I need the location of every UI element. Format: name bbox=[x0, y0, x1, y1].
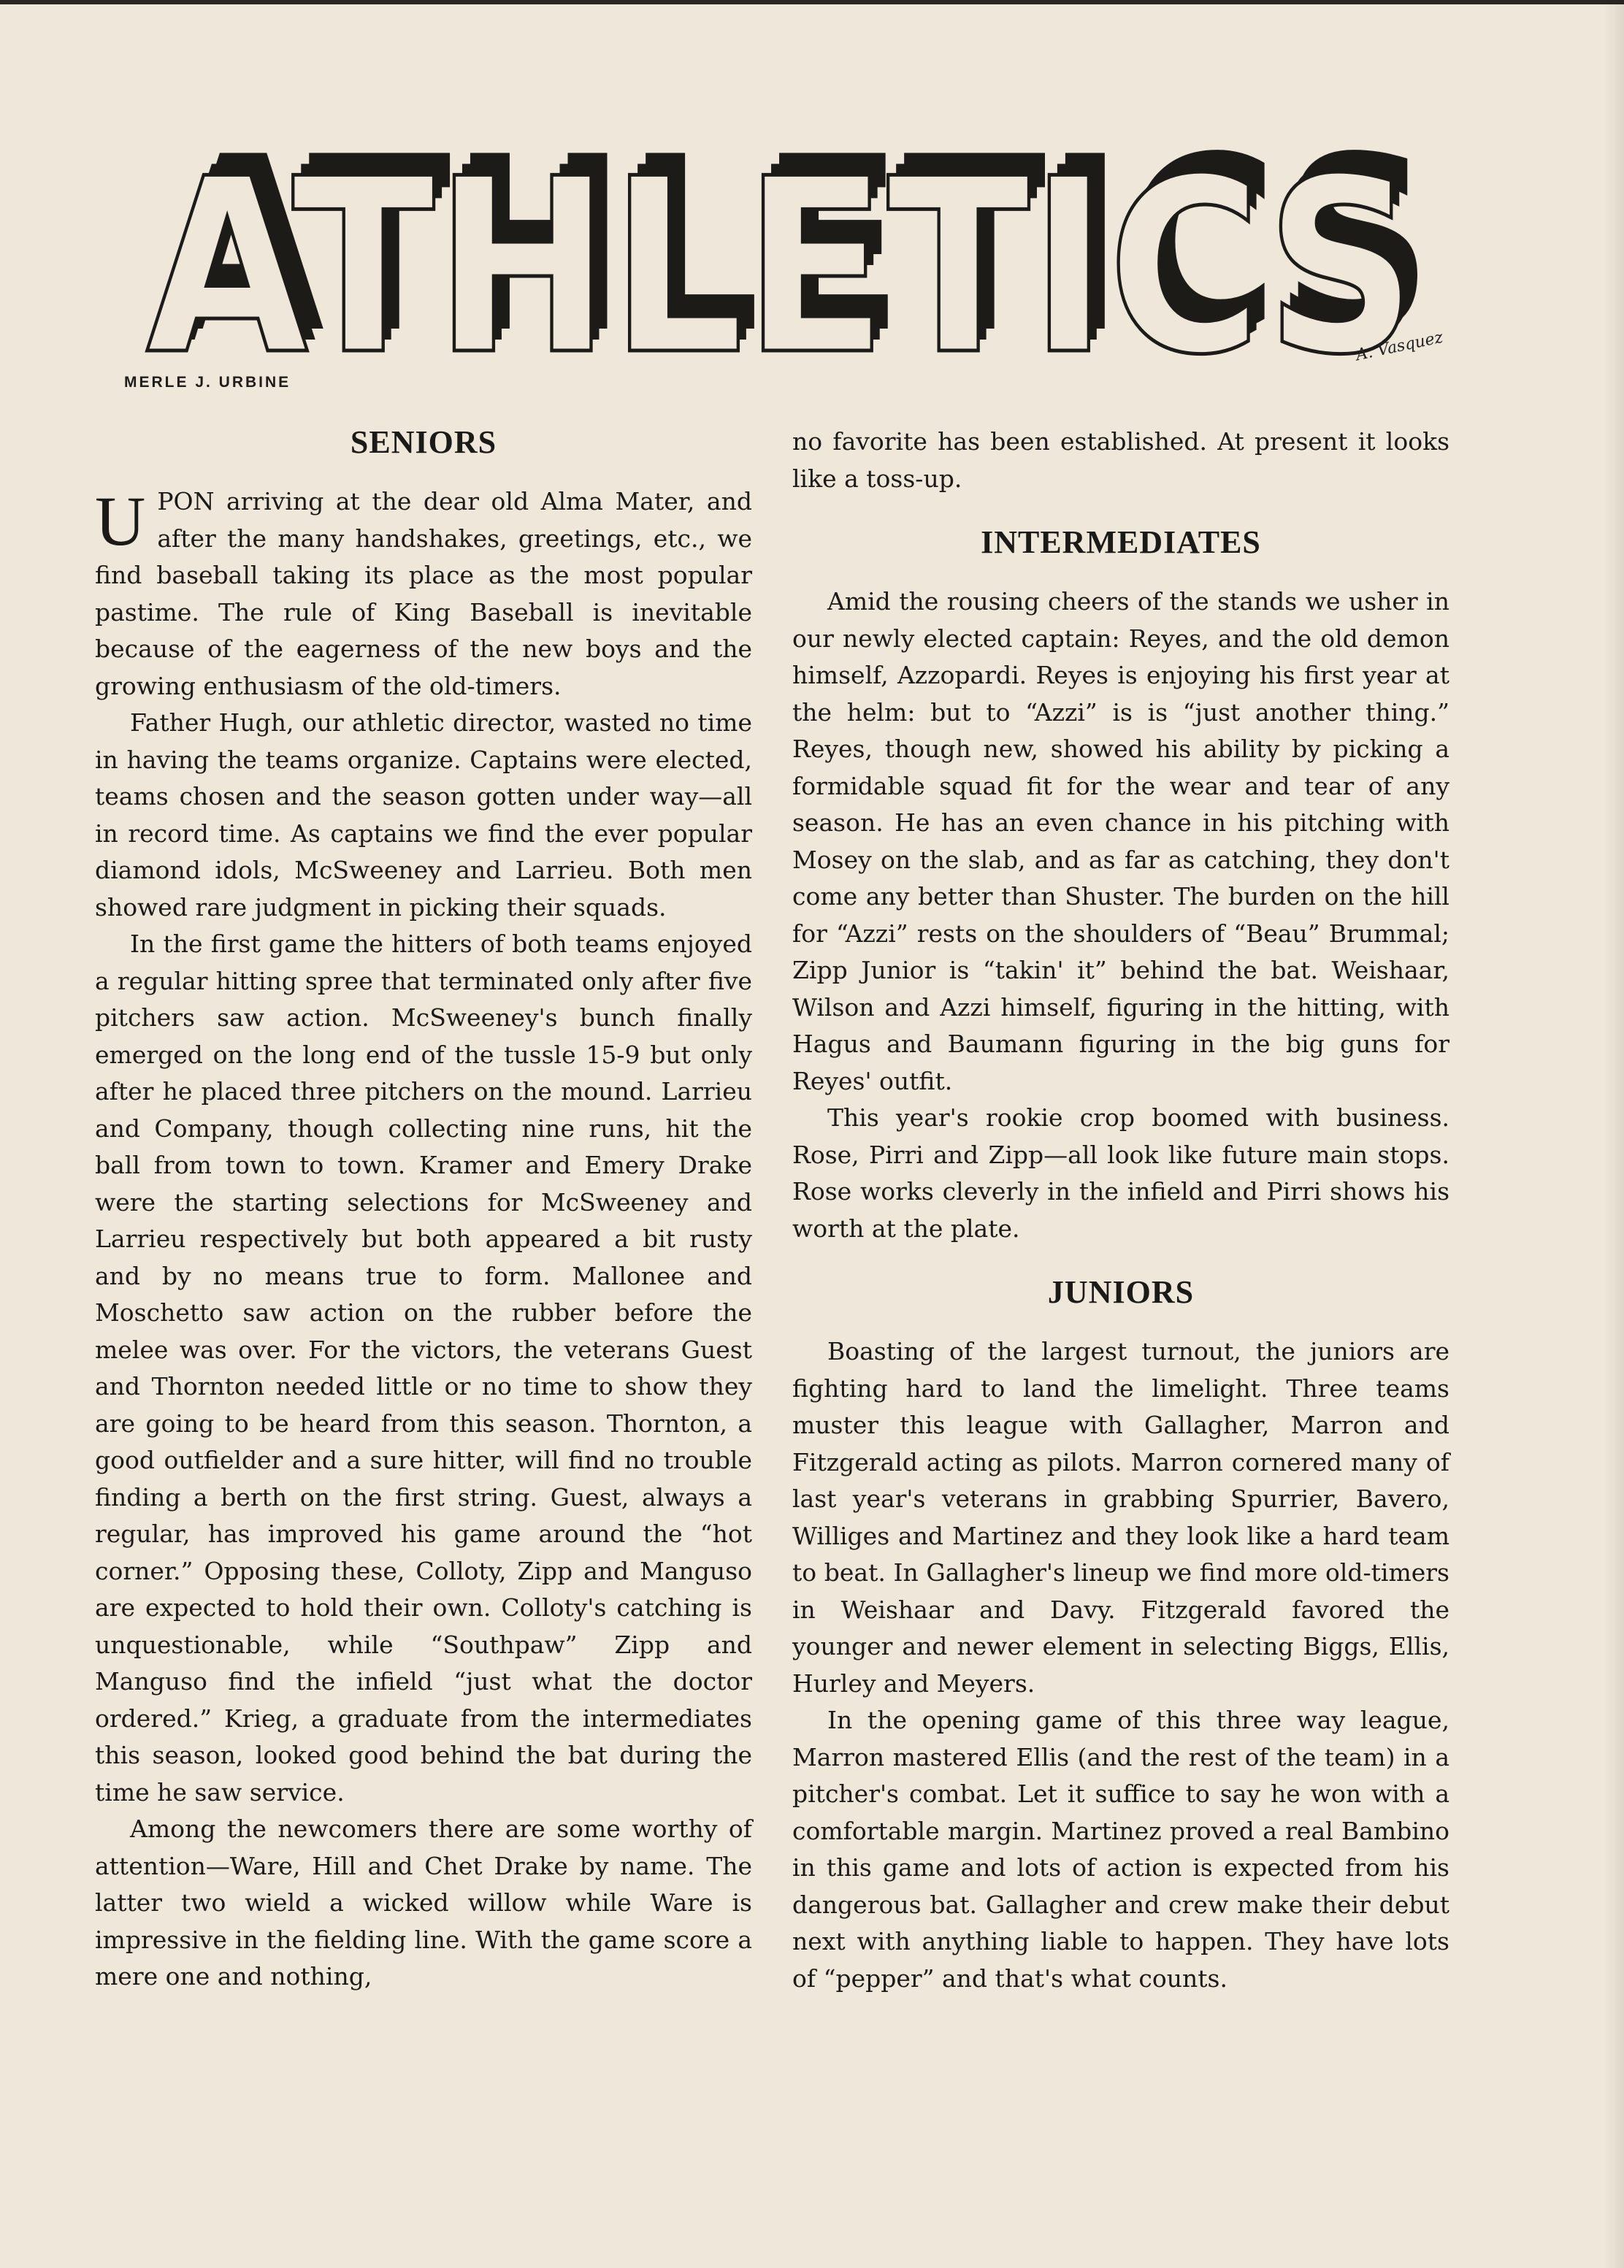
seniors-paragraph-3: In the first game the hitters of both teams enjoyed a regular hitting spree that terminated only after five pitchers saw action. McSweeney's bunch finally emerged on the long end of the tussle 15-9 but only after he placed three pitchers on the mound. Larrieu and Company, though collecting nine runs, hit the ball from town to town. Kramer and Emery Drake were the starting selections for McSweeney and Larrieu respectively but both appeared a bit rusty and by no means true to form. Mallonee and Moschetto saw action on the rubber before the melee was over. For the victors, the veterans Guest and Thornton needed little or no time to show they are going to be heard from this season. Thornton, a good outfielder and a sure hitter, will find no trouble finding a berth on the first string. Guest, always a regular, has improved his game around the “hot corner.” Opposing these, Colloty, Zipp and Manguso are expected to hold their own. Colloty's catching is unquestionable, while “Southpaw” Zipp and Manguso find the infield “just what the doctor ordered.” Krieg, a graduate from the intermediates this season, looked good behind the bat during the time he saw service. bbox=[95, 930, 752, 1807]
drop-cap: U bbox=[95, 482, 146, 560]
intermediates-paragraph-1: Amid the rousing cheers of the stands we usher in our newly elected captain: Reyes, and the old demon himself, Azzopardi. Reyes is enjoying his first year at the helm: but to “Azzi” is is “just another thing.” Reyes, though new, showed his ability by picking a formidable squad fit for the wear and tear of any season. He has an even chance in his pitching with Mosey on the slab, and as far as catching, they don't come any better than Shuster. The burden on the hill for “Azzi” rests on the shoulders of “Beau” Brummal; Zipp Junior is “takin' it” behind the bat. Weishaar, Wilson and Azzi himself, figuring in the hitting, with Hagus and Baumann figuring in the big guns for Reyes' outfit. bbox=[792, 587, 1449, 1095]
artist-signature: A. Vasquez bbox=[1354, 328, 1445, 365]
juniors-paragraph-2: In the opening game of this three way league, Marron mastered Ellis (and the rest of the team) in a pitcher's combat. Let it suffice to say he won with a comfortable margin. Martinez proved a real Bambino in this game and lots of action is expected from his dangerous bat. Gallagher and crew make their debut next with anything liable to happen. They have lots of “pepper” and that's what counts. bbox=[792, 1706, 1449, 1993]
seniors-paragraph-4: Among the newcomers there are some worthy of attention—Ware, Hill and Chet Drake by name. The latter two wield a wicked willow while Ware is impressive in the fielding line. With the game score a mere one and nothing, bbox=[95, 1815, 752, 1991]
intermediates-paragraph-2: This year's rookie crop boomed with business. Rose, Pirri and Zipp—all look like future main stops. Rose works cleverly in the infield and Pirri shows his worth at the plate. bbox=[792, 1103, 1449, 1243]
seniors-paragraph-1-text: PON arriving at the dear old Alma Mater, and after the many handshakes, greetings, etc., we find baseball taking its place as the most popular pastime. The rule of King Baseball is inevitable because of the eagerness of the new boys and the growing enthusiasm of the old-timers. bbox=[95, 487, 752, 700]
seniors-paragraph-2: Father Hugh, our athletic director, wasted no time in having the teams organize. Captains were elected, teams chosen and the season gotten under way—all in record time. As captains we find the ever popular diamond idols, McSweeney and Larrieu. Both men showed rare judgment in picking their squads. bbox=[95, 708, 752, 922]
page-edge bbox=[1604, 0, 1624, 2268]
section-heading-intermediates: INTERMEDIATES bbox=[981, 524, 1261, 560]
title-shadow-mid: ATHLETICS bbox=[154, 139, 1425, 380]
seniors-paragraph-5: no favorite has been established. At present it looks like a toss-up. bbox=[792, 427, 1449, 493]
title-svg bbox=[131, 139, 1446, 380]
byline: MERLE J. URBINE bbox=[124, 374, 291, 391]
right-column bbox=[792, 424, 1449, 1997]
left-column bbox=[95, 424, 752, 1996]
page-title: ATHLETICS bbox=[146, 139, 1417, 380]
top-rule bbox=[0, 0, 1624, 4]
title-shadow: ATHLETICS bbox=[162, 139, 1433, 380]
page-title-graphic bbox=[131, 139, 1446, 380]
juniors-paragraph-1: Boasting of the largest turnout, the juniors are fighting hard to land the limelight. Three teams muster this league with Gallagher, Marron and Fitzgerald acting as pilots. Marron cornered many of last year's veterans in grabbing Spurrier, Bavero, Williges and Martinez and they look like a hard team to beat. In Gallagher's lineup we find more old-timers in Weishaar and Davy. Fitzgerald favored the younger and newer element in selecting Biggs, Ellis, Hurley and Meyers. bbox=[792, 1337, 1449, 1698]
seniors-paragraph-1 bbox=[95, 483, 752, 705]
section-heading-juniors: JUNIORS bbox=[1047, 1274, 1195, 1310]
section-heading-seniors: SENIORS bbox=[350, 424, 497, 460]
